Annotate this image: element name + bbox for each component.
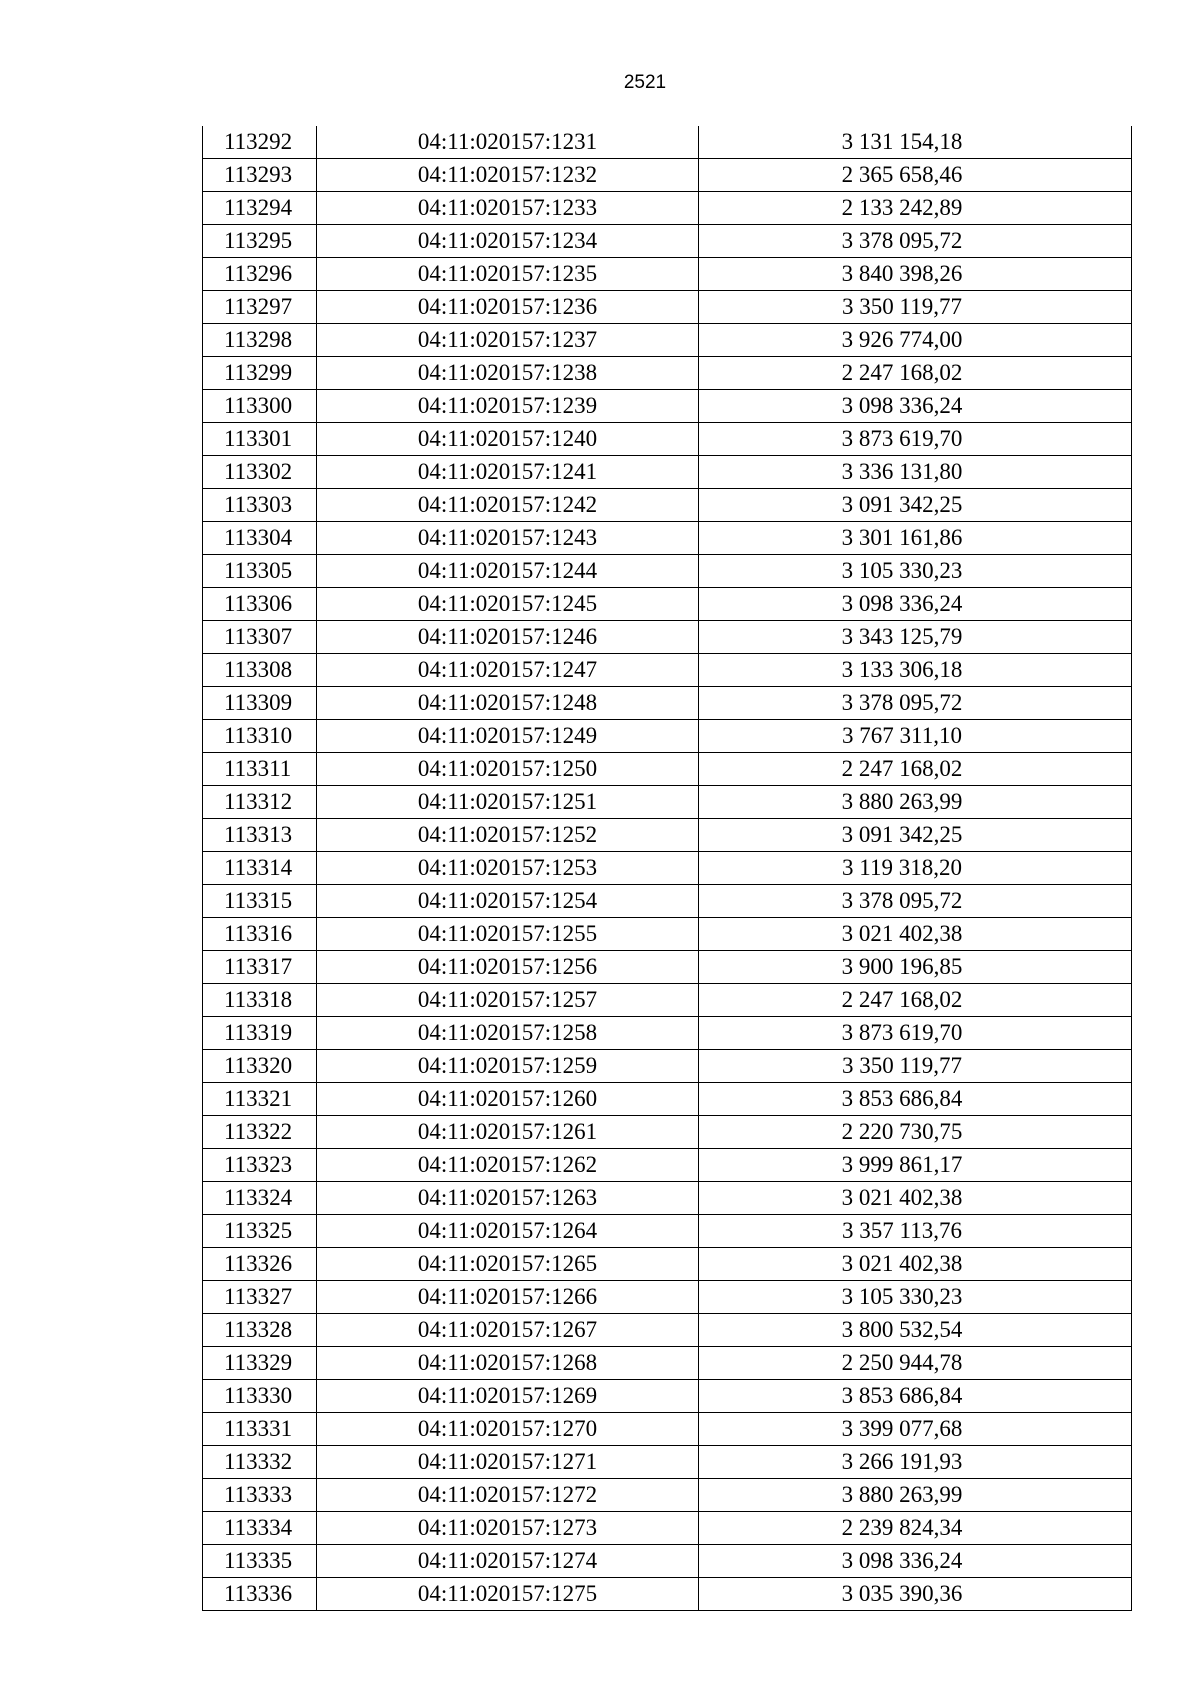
value-cell: 2 365 658,46: [699, 159, 1132, 192]
cadastral-number-cell: 04:11:020157:1251: [317, 786, 699, 819]
cadastral-number-cell: 04:11:020157:1240: [317, 423, 699, 456]
cadastral-number-cell: 04:11:020157:1234: [317, 225, 699, 258]
cadastral-number-cell: 04:11:020157:1267: [317, 1314, 699, 1347]
row-number-cell: 113332: [203, 1446, 317, 1479]
row-number-cell: 113315: [203, 885, 317, 918]
row-number-cell: 113333: [203, 1479, 317, 1512]
row-number-cell: 113323: [203, 1149, 317, 1182]
table-row: [203, 555, 1132, 588]
table-row: [203, 1545, 1132, 1578]
cadastral-number-cell: 04:11:020157:1259: [317, 1050, 699, 1083]
value-cell: 3 900 196,85: [699, 951, 1132, 984]
table-row: [203, 1116, 1132, 1149]
table-row: [203, 951, 1132, 984]
row-number-cell: 113314: [203, 852, 317, 885]
cadastral-number-cell: 04:11:020157:1239: [317, 390, 699, 423]
cadastral-number-cell: 04:11:020157:1236: [317, 291, 699, 324]
cadastral-number-cell: 04:11:020157:1244: [317, 555, 699, 588]
cadastral-number-cell: 04:11:020157:1265: [317, 1248, 699, 1281]
row-number-cell: 113295: [203, 225, 317, 258]
value-cell: 3 873 619,70: [699, 423, 1132, 456]
cadastral-number-cell: 04:11:020157:1237: [317, 324, 699, 357]
registry-table: [202, 126, 1132, 1611]
cadastral-number-cell: 04:11:020157:1238: [317, 357, 699, 390]
row-number-cell: 113292: [203, 126, 317, 159]
value-cell: 3 853 686,84: [699, 1380, 1132, 1413]
row-number-cell: 113305: [203, 555, 317, 588]
cadastral-number-cell: 04:11:020157:1260: [317, 1083, 699, 1116]
cadastral-number-cell: 04:11:020157:1256: [317, 951, 699, 984]
table-row: [203, 654, 1132, 687]
cadastral-number-cell: 04:11:020157:1255: [317, 918, 699, 951]
value-cell: 3 999 861,17: [699, 1149, 1132, 1182]
row-number-cell: 113303: [203, 489, 317, 522]
row-number-cell: 113296: [203, 258, 317, 291]
row-number-cell: 113335: [203, 1545, 317, 1578]
cadastral-number-cell: 04:11:020157:1273: [317, 1512, 699, 1545]
value-cell: 3 343 125,79: [699, 621, 1132, 654]
row-number-cell: 113318: [203, 984, 317, 1017]
cadastral-number-cell: 04:11:020157:1262: [317, 1149, 699, 1182]
value-cell: 3 336 131,80: [699, 456, 1132, 489]
row-number-cell: 113302: [203, 456, 317, 489]
table-row: [203, 423, 1132, 456]
row-number-cell: 113322: [203, 1116, 317, 1149]
cadastral-number-cell: 04:11:020157:1235: [317, 258, 699, 291]
table-row: [203, 819, 1132, 852]
value-cell: 3 131 154,18: [699, 126, 1132, 159]
row-number-cell: 113326: [203, 1248, 317, 1281]
row-number-cell: 113317: [203, 951, 317, 984]
row-number-cell: 113293: [203, 159, 317, 192]
table-row: [203, 192, 1132, 225]
page-number: 2521: [623, 72, 667, 93]
value-cell: 2 247 168,02: [699, 753, 1132, 786]
row-number-cell: 113329: [203, 1347, 317, 1380]
table-row: [203, 1050, 1132, 1083]
cadastral-number-cell: 04:11:020157:1232: [317, 159, 699, 192]
table-row: [203, 786, 1132, 819]
table-row: [203, 852, 1132, 885]
row-number-cell: 113306: [203, 588, 317, 621]
cadastral-number-cell: 04:11:020157:1275: [317, 1578, 699, 1611]
row-number-cell: 113313: [203, 819, 317, 852]
cadastral-number-cell: 04:11:020157:1242: [317, 489, 699, 522]
cadastral-number-cell: 04:11:020157:1264: [317, 1215, 699, 1248]
value-cell: 3 399 077,68: [699, 1413, 1132, 1446]
row-number-cell: 113334: [203, 1512, 317, 1545]
row-number-cell: 113304: [203, 522, 317, 555]
row-number-cell: 113319: [203, 1017, 317, 1050]
table-row: [203, 1446, 1132, 1479]
value-cell: 3 098 336,24: [699, 390, 1132, 423]
row-number-cell: 113324: [203, 1182, 317, 1215]
table-row: [203, 1380, 1132, 1413]
value-cell: 2 247 168,02: [699, 357, 1132, 390]
cadastral-number-cell: 04:11:020157:1245: [317, 588, 699, 621]
row-number-cell: 113328: [203, 1314, 317, 1347]
value-cell: 3 091 342,25: [699, 819, 1132, 852]
table-row: [203, 324, 1132, 357]
table-row: [203, 885, 1132, 918]
value-cell: 3 926 774,00: [699, 324, 1132, 357]
value-cell: 2 239 824,34: [699, 1512, 1132, 1545]
table-row: [203, 1578, 1132, 1611]
value-cell: 3 880 263,99: [699, 1479, 1132, 1512]
row-number-cell: 113327: [203, 1281, 317, 1314]
cadastral-number-cell: 04:11:020157:1271: [317, 1446, 699, 1479]
cadastral-number-cell: 04:11:020157:1246: [317, 621, 699, 654]
table-row: [203, 258, 1132, 291]
value-cell: 3 378 095,72: [699, 687, 1132, 720]
cadastral-number-cell: 04:11:020157:1258: [317, 1017, 699, 1050]
table-row: [203, 720, 1132, 753]
cadastral-number-cell: 04:11:020157:1247: [317, 654, 699, 687]
table-row: [203, 1347, 1132, 1380]
value-cell: 3 301 161,86: [699, 522, 1132, 555]
row-number-cell: 113297: [203, 291, 317, 324]
row-number-cell: 113298: [203, 324, 317, 357]
table-row: [203, 357, 1132, 390]
table-row: [203, 225, 1132, 258]
table-row: [203, 1314, 1132, 1347]
table-row: [203, 1248, 1132, 1281]
value-cell: 3 105 330,23: [699, 1281, 1132, 1314]
table-row: [203, 984, 1132, 1017]
cadastral-number-cell: 04:11:020157:1253: [317, 852, 699, 885]
table-row: [203, 1512, 1132, 1545]
row-number-cell: 113309: [203, 687, 317, 720]
table-row: [203, 126, 1132, 159]
value-cell: 3 378 095,72: [699, 885, 1132, 918]
value-cell: 3 840 398,26: [699, 258, 1132, 291]
value-cell: 3 133 306,18: [699, 654, 1132, 687]
cadastral-number-cell: 04:11:020157:1270: [317, 1413, 699, 1446]
cadastral-number-cell: 04:11:020157:1257: [317, 984, 699, 1017]
table-row: [203, 1017, 1132, 1050]
cadastral-number-cell: 04:11:020157:1252: [317, 819, 699, 852]
value-cell: 3 266 191,93: [699, 1446, 1132, 1479]
value-cell: 2 247 168,02: [699, 984, 1132, 1017]
row-number-cell: 113307: [203, 621, 317, 654]
cadastral-number-cell: 04:11:020157:1254: [317, 885, 699, 918]
row-number-cell: 113325: [203, 1215, 317, 1248]
cadastral-number-cell: 04:11:020157:1263: [317, 1182, 699, 1215]
cadastral-number-cell: 04:11:020157:1268: [317, 1347, 699, 1380]
cadastral-number-cell: 04:11:020157:1231: [317, 126, 699, 159]
row-number-cell: 113312: [203, 786, 317, 819]
cadastral-number-cell: 04:11:020157:1269: [317, 1380, 699, 1413]
value-cell: 3 767 311,10: [699, 720, 1132, 753]
row-number-cell: 113316: [203, 918, 317, 951]
row-number-cell: 113320: [203, 1050, 317, 1083]
table-row: [203, 390, 1132, 423]
table-row: [203, 456, 1132, 489]
table-row: [203, 159, 1132, 192]
cadastral-number-cell: 04:11:020157:1274: [317, 1545, 699, 1578]
table-row: [203, 1083, 1132, 1116]
table-row: [203, 1479, 1132, 1512]
value-cell: 2 220 730,75: [699, 1116, 1132, 1149]
value-cell: 3 880 263,99: [699, 786, 1132, 819]
row-number-cell: 113331: [203, 1413, 317, 1446]
cadastral-number-cell: 04:11:020157:1233: [317, 192, 699, 225]
value-cell: 3 378 095,72: [699, 225, 1132, 258]
value-cell: 3 021 402,38: [699, 1182, 1132, 1215]
value-cell: 3 035 390,36: [699, 1578, 1132, 1611]
table-row: [203, 1281, 1132, 1314]
cadastral-number-cell: 04:11:020157:1249: [317, 720, 699, 753]
value-cell: 3 357 113,76: [699, 1215, 1132, 1248]
value-cell: 3 105 330,23: [699, 555, 1132, 588]
cadastral-number-cell: 04:11:020157:1261: [317, 1116, 699, 1149]
cadastral-number-cell: 04:11:020157:1241: [317, 456, 699, 489]
row-number-cell: 113310: [203, 720, 317, 753]
value-cell: 3 119 318,20: [699, 852, 1132, 885]
cadastral-number-cell: 04:11:020157:1243: [317, 522, 699, 555]
cadastral-number-cell: 04:11:020157:1248: [317, 687, 699, 720]
value-cell: 3 098 336,24: [699, 1545, 1132, 1578]
cadastral-number-cell: 04:11:020157:1250: [317, 753, 699, 786]
value-cell: 3 098 336,24: [699, 588, 1132, 621]
table-row: [203, 1182, 1132, 1215]
cadastral-number-cell: 04:11:020157:1272: [317, 1479, 699, 1512]
table-row: [203, 489, 1132, 522]
value-cell: 3 091 342,25: [699, 489, 1132, 522]
row-number-cell: 113301: [203, 423, 317, 456]
table-row: [203, 918, 1132, 951]
value-cell: 3 853 686,84: [699, 1083, 1132, 1116]
value-cell: 3 350 119,77: [699, 291, 1132, 324]
row-number-cell: 113299: [203, 357, 317, 390]
row-number-cell: 113311: [203, 753, 317, 786]
value-cell: 3 350 119,77: [699, 1050, 1132, 1083]
row-number-cell: 113330: [203, 1380, 317, 1413]
registry-table-body: [203, 126, 1132, 1611]
table-row: [203, 687, 1132, 720]
table-row: [203, 753, 1132, 786]
cadastral-number-cell: 04:11:020157:1266: [317, 1281, 699, 1314]
row-number-cell: 113294: [203, 192, 317, 225]
table-row: [203, 621, 1132, 654]
table-row: [203, 1215, 1132, 1248]
row-number-cell: 113321: [203, 1083, 317, 1116]
value-cell: 2 250 944,78: [699, 1347, 1132, 1380]
value-cell: 2 133 242,89: [699, 192, 1132, 225]
table-row: [203, 1413, 1132, 1446]
row-number-cell: 113300: [203, 390, 317, 423]
row-number-cell: 113336: [203, 1578, 317, 1611]
value-cell: 3 021 402,38: [699, 918, 1132, 951]
value-cell: 3 021 402,38: [699, 1248, 1132, 1281]
table-row: [203, 1149, 1132, 1182]
row-number-cell: 113308: [203, 654, 317, 687]
table-row: [203, 522, 1132, 555]
table-row: [203, 588, 1132, 621]
value-cell: 3 800 532,54: [699, 1314, 1132, 1347]
table-row: [203, 291, 1132, 324]
value-cell: 3 873 619,70: [699, 1017, 1132, 1050]
